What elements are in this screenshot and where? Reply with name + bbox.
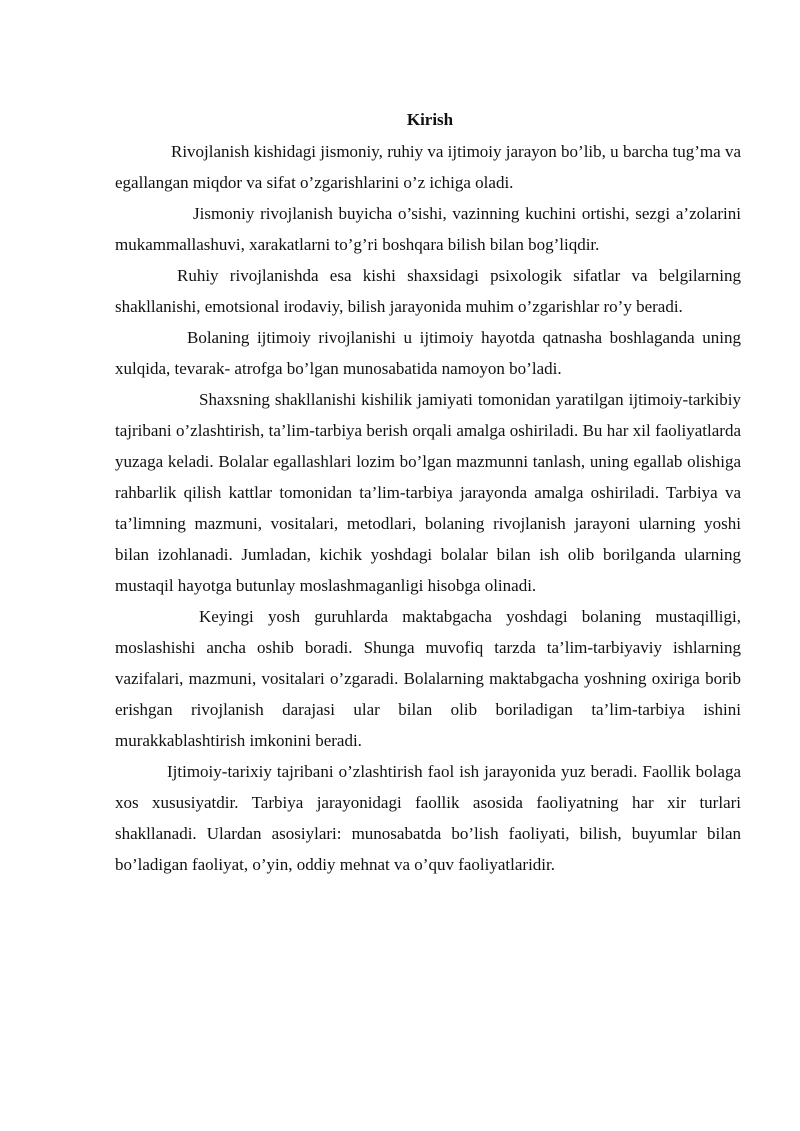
paragraph-2: Jismoniy rivojlanish buyicha o’sishi, vazinning kuchini ortishi, sezgi a’zolarini mukammallashuvi, xarakatlarni to’g’ri boshqara bilish bilan bog’liqdir.: [115, 204, 741, 254]
page-title: Kirish: [406, 110, 454, 129]
paragraph-3: Ruhiy rivojlanishda esa kishi shaxsidagi psixologik sifatlar va belgilarning shakllanishi, emotsional irodaviy, bilish jarayonida muhim o’zgarishlar ro’y beradi.: [115, 266, 741, 316]
paragraph-1: Rivojlanish kishidagi jismoniy, ruhiy va ijtimoiy jarayon bo’lib, u barcha tug’ma va egallangan miqdor va sifat o’zgarishlarini o’z ichiga oladi.: [115, 142, 741, 192]
paragraph-7: Ijtimoiy-tarixiy tajribani o’zlashtirish faol ish jarayonida yuz beradi. Faollik bolaga xos xususiyatdir. Tarbiya jarayonidagi faollik asosida faoliyatning har xir turlari shakllanadi. Ulardan asosiylari: munosabatda bo’lish faoliyati, bilish, buyumlar bilan bo’ladigan faoliyat, o’yin, oddiy mehnat va o’quv faoliyatlaridir.: [115, 762, 741, 874]
paragraph-5: Shaxsning shakllanishi kishilik jamiyati tomonidan yaratilgan ijtimoiy-tarkibiy tajribani o’zlashtirish, ta’lim-tarbiya berish orqali amalga oshiriladi. Bu har xil faoliyatlarda yuzaga keladi. Bolalar egallashlari lozim bo’lgan mazmunni tanlash, uning egallab olishiga rahbarlik qilish kattlar tomonidan ta’lim-tarbiya jarayonda amalga oshiriladi. Tarbiya va ta’limning mazmuni, vositalari, metodlari, bolaning rivojlanish jarayoni ularning yoshi bilan izohlanadi. Jumladan, kichik yoshdagi bolalar bilan ish olib borilganda ularning mustaqil hayotga butunlay moslashmaganligi hisobga olinadi.: [115, 390, 741, 595]
paragraph-6: Keyingi yosh guruhlarda maktabgacha yoshdagi bolaning mustaqilligi, moslashishi ancha oshib boradi. Shunga muvofiq tarzda ta’lim-tarbiyaviy ishlarning vazifalari, mazmuni, vositalari o’zgaradi. Bolalarning maktabgacha yoshning oxiriga borib erishgan rivojlanish darajasi ular bilan olib boriladigan ta’lim-tarbiya ishini murakkablashtirish imkonini beradi.: [115, 607, 741, 750]
document-body: [115, 106, 741, 880]
paragraph-4: Bolaning ijtimoiy rivojlanishi u ijtimoiy hayotda qatnasha boshlaganda uning xulqida, tevarak- atrofga bo’lgan munosabatida namoyon bo’ladi.: [115, 328, 741, 378]
